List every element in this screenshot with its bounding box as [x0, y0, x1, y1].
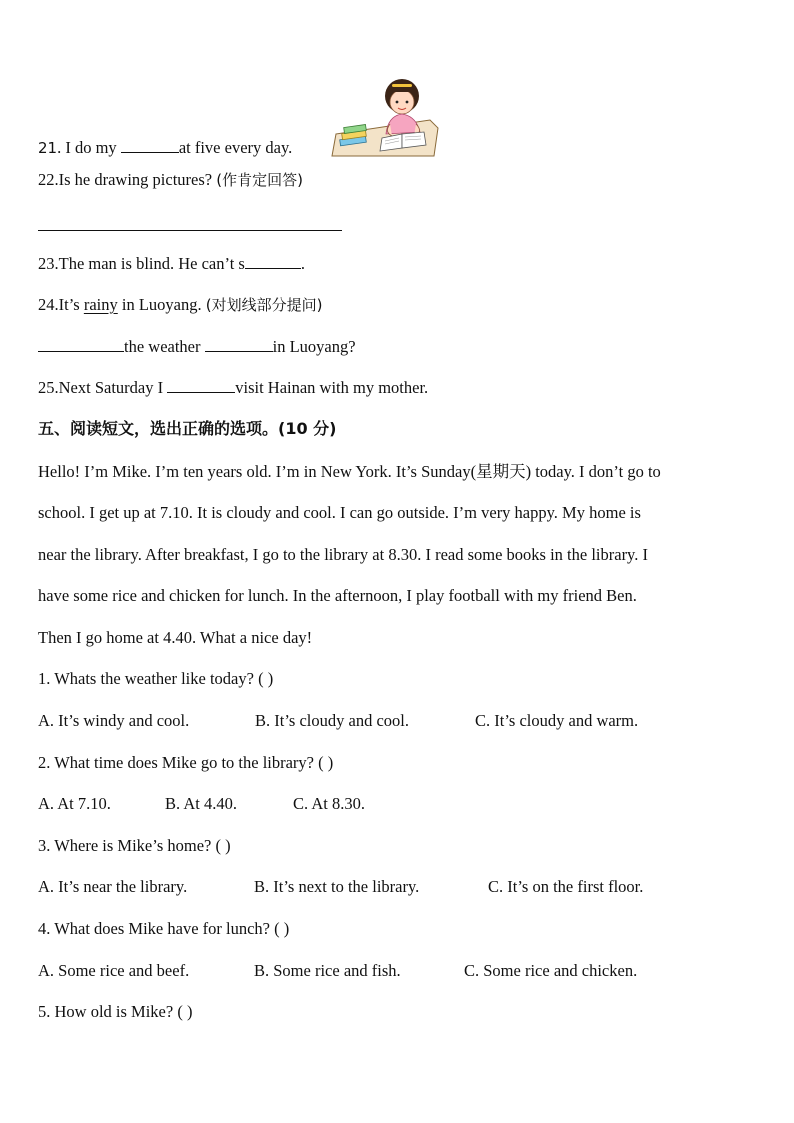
question-24-blank-1[interactable] [38, 337, 124, 352]
passage-line: near the library. After breakfast, I go to the library at 8.30. I read some books in the library. I [38, 545, 648, 564]
question-24 [38, 295, 322, 315]
reading-question-4-options [38, 961, 637, 981]
option-b[interactable]: B. Some rice and fish. [254, 961, 401, 980]
question-21-number: 21 [38, 139, 58, 157]
option-b[interactable]: B. It’s cloudy and cool. [255, 711, 409, 730]
question-24-text: 24.It’s [38, 295, 84, 314]
option-b[interactable]: B. At 4.40. [165, 794, 237, 813]
reading-question-2: 2. What time does Mike go to the library? ( ) [38, 753, 334, 772]
question-25-text: 25.Next Saturday I [38, 378, 168, 397]
option-a[interactable]: A. Some rice and beef. [38, 961, 190, 980]
question-24-blank-2[interactable] [205, 337, 273, 352]
question-24-answer-text: the weather [124, 337, 205, 356]
passage-line: school. I get up at 7.10. It is cloudy and cool. I can go outside. I’m very happy. My home is [38, 503, 641, 522]
question-24-underlined-word: rainy [83, 295, 118, 314]
passage-line: Hello! I’m Mike. I’m ten years old. I’m in New York. It’s Sunday(星期天) today. I don’t go to [38, 462, 661, 481]
section-title: 五、阅读短文，选出正确的选项。(10 分) [38, 419, 337, 438]
reading-question-3: 3. Where is Mike’s home? ( ) [38, 836, 231, 855]
question-24-answer-end: in Luoyang? [272, 337, 356, 356]
reading-question-1: 1. Whats the weather like today? ( ) [38, 669, 274, 688]
question-21-text: . I do my [57, 138, 121, 157]
question-24-text-end: in Luoyang. [117, 295, 206, 314]
option-a[interactable]: A. At 7.10. [38, 794, 111, 813]
question-22 [38, 170, 303, 190]
reading-question-4: 4. What does Mike have for lunch? ( ) [38, 919, 290, 938]
question-22-text: 22.Is he drawing pictures? [38, 170, 217, 189]
girl-reading-book-icon [330, 76, 442, 158]
reading-question-2-options [38, 794, 365, 814]
question-22-answer-line[interactable] [38, 230, 342, 231]
question-24-answer [38, 337, 356, 357]
reading-question-1-options [38, 711, 638, 731]
option-c[interactable]: C. It’s cloudy and warm. [475, 711, 639, 730]
option-c[interactable]: C. It’s on the first floor. [488, 877, 644, 896]
question-25 [38, 378, 428, 398]
question-21-blank[interactable] [121, 138, 179, 153]
option-b[interactable]: B. It’s next to the library. [254, 877, 420, 896]
option-c[interactable]: C. Some rice and chicken. [464, 961, 638, 980]
question-23-blank[interactable] [245, 254, 301, 269]
question-22-note: (作肯定回答) [216, 171, 303, 189]
option-a[interactable]: A. It’s windy and cool. [38, 711, 190, 730]
option-c[interactable]: C. At 8.30. [293, 794, 365, 813]
reading-question-3-options [38, 877, 643, 897]
question-23 [38, 254, 305, 274]
passage-line: have some rice and chicken for lunch. In the afternoon, I play football with my friend Ben. [38, 586, 637, 605]
passage-line: Then I go home at 4.40. What a nice day! [38, 628, 313, 647]
question-25-text-end: visit Hainan with my mother. [235, 378, 429, 397]
question-23-text-end: . [300, 254, 305, 273]
option-a[interactable]: A. It’s near the library. [38, 877, 188, 896]
question-23-text: 23.The man is blind. He can’t s [38, 254, 245, 273]
question-21 [38, 138, 292, 158]
question-24-note: (对划线部分提问) [205, 296, 323, 314]
question-25-blank[interactable] [167, 378, 235, 393]
reading-question-5: 5. How old is Mike? ( ) [38, 1002, 193, 1021]
question-21-text-end: at five every day. [178, 138, 293, 157]
